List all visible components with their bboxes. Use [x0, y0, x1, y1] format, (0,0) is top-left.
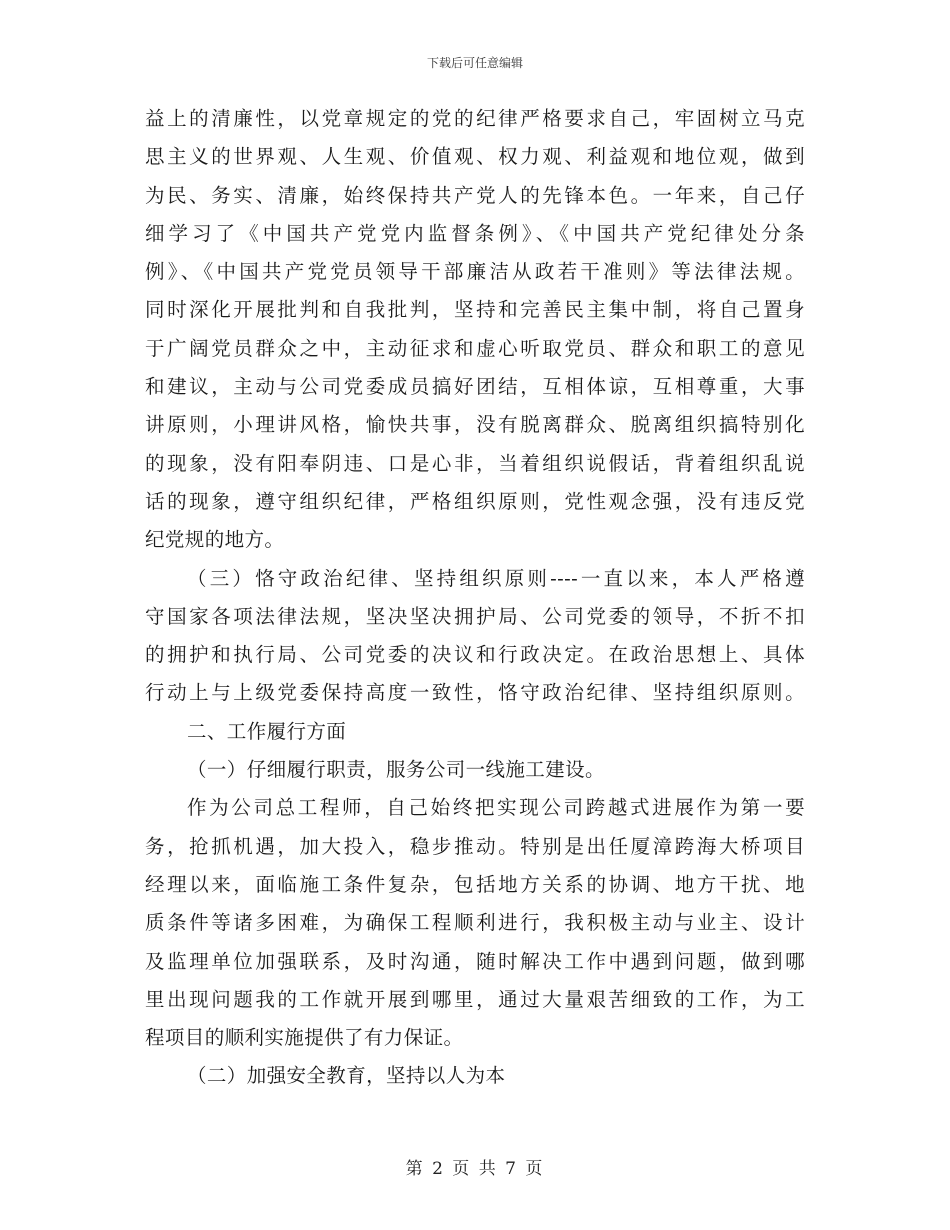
text-line: 的拥护和执行局、公司党委的决议和行政决定。在政治思想上、具体 [145, 643, 805, 667]
text-line: 讲原则，小理讲风格，愉快共事，没有脱离群众、脱离组织搞特别化 [145, 413, 805, 437]
text-line: 于广阔党员群众之中，主动征求和虚心听取党员、群众和职工的意见 [145, 336, 805, 360]
page-number: 第 2 页 共 7 页 [405, 1159, 545, 1179]
text-line: （一）仔细履行职责，服务公司一线施工建设。 [187, 758, 605, 782]
text-line: 二、工作履行方面 [187, 719, 347, 743]
page-header: 下载后可任意编辑 [426, 56, 523, 70]
text-line: （三）恪守政治纪律、坚持组织原则----一直以来，本人严格遵 [187, 566, 805, 590]
text-line: 作为公司总工程师，自己始终把实现公司跨越式进展作为第一要 [187, 796, 805, 820]
text-line: 例》、《中国共产党党员领导干部廉洁从政若干准则》等法律法规。 [145, 260, 805, 284]
text-line: 行动上与上级党委保持高度一致性，恪守政治纪律、坚持组织原则。 [145, 681, 805, 705]
text-line: 和建议，主动与公司党委成员搞好团结，互相体谅，互相尊重，大事 [145, 375, 805, 399]
text-line: 为民、务实、清廉，始终保持共产党人的先锋本色。一年来，自己仔 [145, 183, 805, 207]
text-line: 程项目的顺利实施提供了有力保证。 [145, 1026, 464, 1050]
text-line: 及监理单位加强联系，及时沟通，随时解决工作中遇到问题，做到哪 [145, 949, 805, 973]
text-line: （二）加强安全教育，坚持以人为本 [187, 1064, 506, 1088]
text-line: 细学习了《中国共产党党内监督条例》、《中国共产党纪律处分条 [145, 221, 805, 245]
text-line: 经理以来，面临施工条件复杂，包括地方关系的协调、地方干扰、地 [145, 872, 805, 896]
text-line: 质条件等诸多困难，为确保工程顺利进行，我积极主动与业主、设计 [145, 911, 805, 935]
text-line: 益上的清廉性，以党章规定的党的纪律严格要求自己，牢固树立马克 [145, 107, 805, 130]
text-line: 守国家各项法律法规，坚决坚决拥护局、公司党委的领导，不折不扣 [145, 604, 805, 628]
text-line: 里出现问题我的工作就开展到哪里，通过大量艰苦细致的工作，为工 [145, 987, 805, 1011]
text-line: 同时深化开展批判和自我批判，坚持和完善民主集中制，将自己置身 [145, 298, 805, 322]
text-line: 思主义的世界观、人生观、价值观、权力观、利益观和地位观，做到 [145, 145, 805, 169]
text-line: 务，抢抓机遇，加大投入，稳步推动。特别是出任厦漳跨海大桥项目 [145, 834, 805, 858]
text-line: 纪党规的地方。 [145, 528, 285, 552]
document-body [145, 100, 805, 1096]
text-line: 话的现象，遵守组织纪律，严格组织原则，党性观念强，没有违反党 [145, 489, 805, 513]
text-line: 的现象，没有阳奉阴违、口是心非，当着组织说假话，背着组织乱说 [145, 451, 805, 475]
